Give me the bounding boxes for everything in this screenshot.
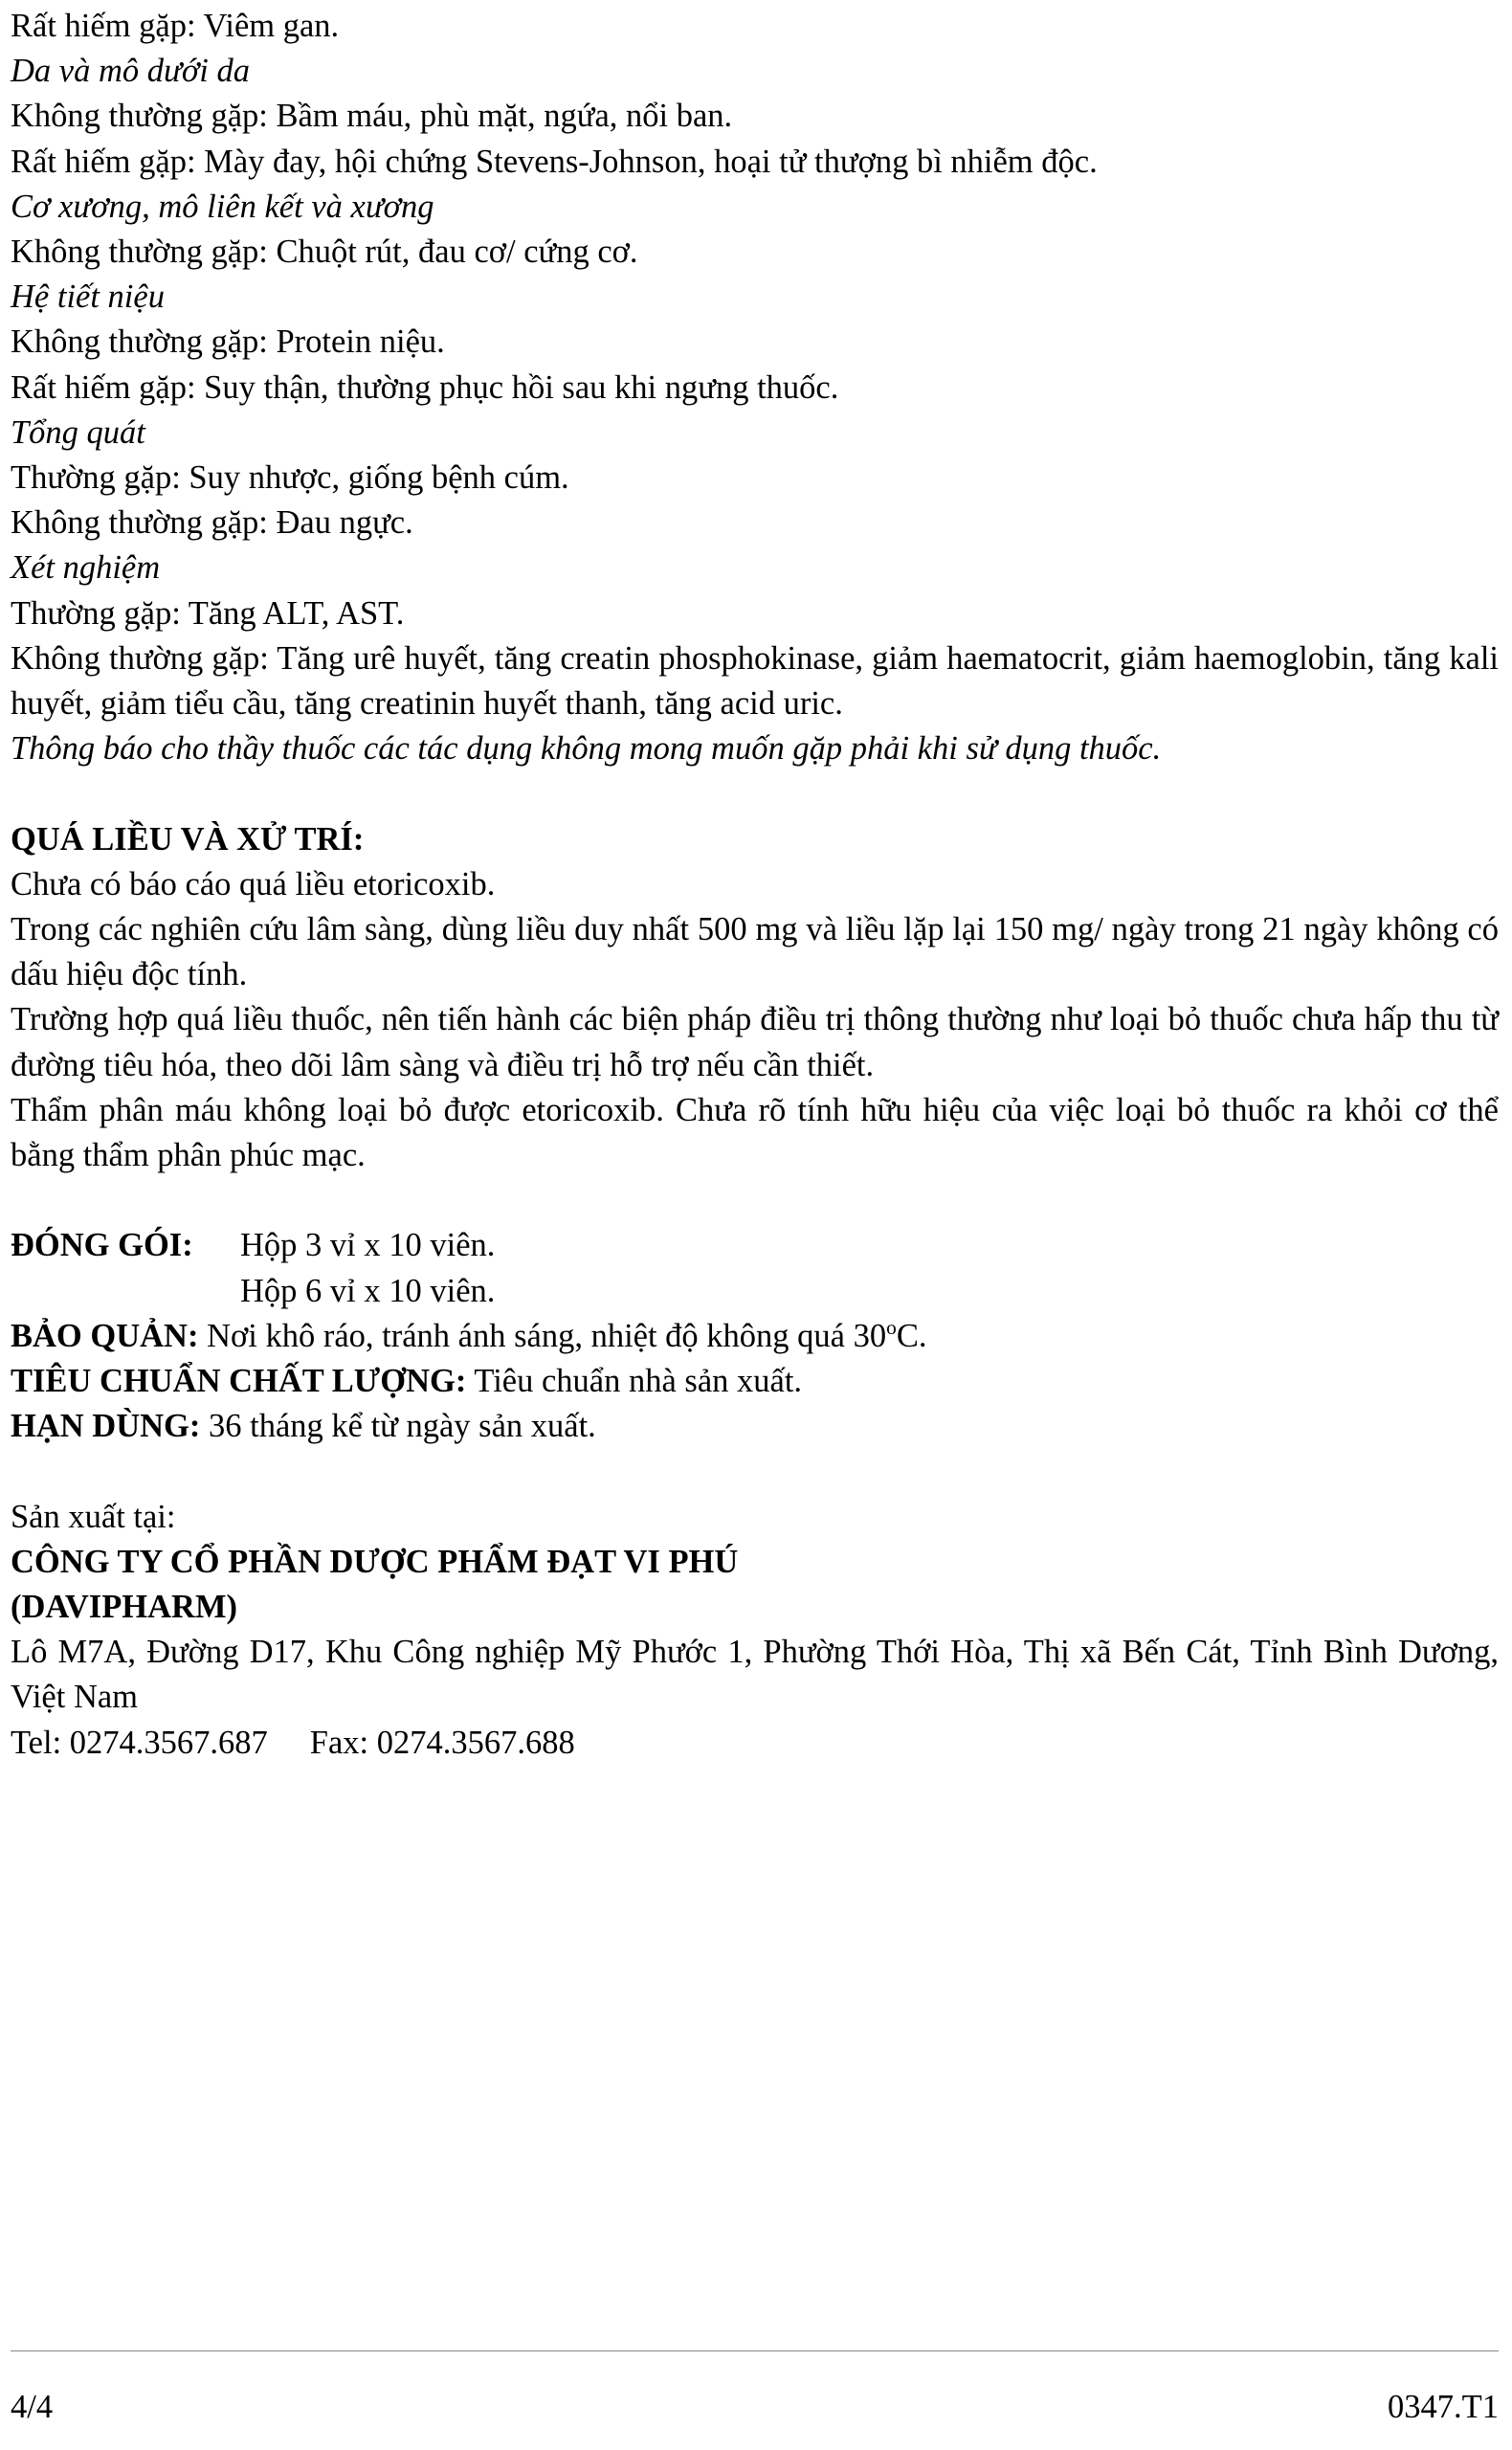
overdose-paragraph-4: Thẩm phân máu không loại bỏ được etoricoxib. Chưa rõ tính hữu hiệu của việc loại bỏ thuốc ra khỏi cơ thể bằng thẩm phân phúc mạc. <box>11 1091 1499 1174</box>
company-name: CÔNG TY CỔ PHẦN DƯỢC PHẨM ĐẠT VI PHÚ <box>11 1543 739 1580</box>
company-tel: Tel: 0274.3567.687 <box>11 1724 268 1761</box>
manufacturer-intro: Sản xuất tại: <box>11 1498 176 1535</box>
general-common-effects: Thường gặp: Suy nhược, giống bệnh cúm. <box>11 459 569 497</box>
product-info-section <box>11 1223 1499 1449</box>
urinary-uncommon-effects: Không thường gặp: Protein niệu. <box>11 323 445 361</box>
quality-standard-line <box>11 1359 1499 1404</box>
packaging-option-2: Hộp 6 vỉ x 10 viên. <box>240 1272 496 1309</box>
storage-label: BẢO QUẢN: <box>11 1317 199 1354</box>
lab-common-effects: Thường gặp: Tăng ALT, AST. <box>11 594 405 632</box>
page-number: 4/4 <box>11 2389 54 2425</box>
lab-section-heading: Xét nghiệm <box>11 549 161 587</box>
overdose-paragraph-1: Chưa có báo cáo quá liều etoricoxib. <box>11 865 496 902</box>
spacer <box>11 1449 1499 1494</box>
document-page <box>11 4 1499 1766</box>
packaging-option-1: Hộp 3 vỉ x 10 viên. <box>240 1227 496 1264</box>
skin-rare-effects: Rất hiếm gặp: Mày đay, hội chứng Stevens-Johnson, hoại tử thượng bì nhiễm độc. <box>11 143 1098 180</box>
general-uncommon-effects: Không thường gặp: Đau ngực. <box>11 504 413 542</box>
overdose-paragraph-2: Trong các nghiên cứu lâm sàng, dùng liều duy nhất 500 mg và liều lặp lại 150 mg/ ngày trong 21 ngày không có dấu hiệu độc tính. <box>11 911 1499 993</box>
urinary-rare-effects: Rất hiếm gặp: Suy thận, thường phục hồi sau khi ngưng thuốc. <box>11 368 839 406</box>
degree-superscript: o <box>886 1316 897 1340</box>
packaging-row <box>11 1223 1499 1268</box>
company-short-name: (DAVIPHARM) <box>11 1589 238 1626</box>
skin-uncommon-effects: Không thường gặp: Bầm máu, phù mặt, ngứa, nổi ban. <box>11 98 733 135</box>
musculoskeletal-uncommon-effects: Không thường gặp: Chuột rút, đau cơ/ cứng cơ. <box>11 234 638 271</box>
liver-rare-effects: Rất hiếm gặp: Viêm gan. <box>11 8 340 44</box>
musculoskeletal-section-heading: Cơ xương, mô liên kết và xương <box>11 188 434 225</box>
skin-section-heading: Da và mô dưới da <box>11 53 250 90</box>
company-address: Lô M7A, Đường D17, Khu Công nghiệp Mỹ Phước 1, Phường Thới Hòa, Thị xã Bến Cát, Tỉnh Bình Dương, Việt Nam <box>11 1634 1499 1716</box>
contact-line <box>11 1721 1499 1766</box>
storage-line <box>11 1314 1499 1359</box>
shelf-life-label: HẠN DÙNG: <box>11 1408 201 1445</box>
urinary-section-heading: Hệ tiết niệu <box>11 278 165 316</box>
shelf-life-line <box>11 1404 1499 1449</box>
storage-unit: C. <box>896 1317 927 1354</box>
footer-divider <box>11 2350 1499 2351</box>
spacer <box>11 1178 1499 1223</box>
spacer <box>11 771 1499 816</box>
overdose-paragraph-3: Trường hợp quá liều thuốc, nên tiến hành các biện pháp điều trị thông thường như loại bỏ thuốc chưa hấp thu từ đường tiêu hóa, theo dõi lâm sàng và điều trị hỗ trợ nếu cần thiết. <box>11 1001 1499 1083</box>
packaging-label: ĐÓNG GÓI: <box>11 1227 193 1264</box>
adverse-effects-continued <box>11 4 1499 771</box>
company-fax: Fax: 0274.3567.688 <box>309 1724 575 1761</box>
general-section-heading: Tổng quát <box>11 413 145 451</box>
quality-standard-text: Tiêu chuẩn nhà sản xuất. <box>466 1363 803 1400</box>
manufacturer-section <box>11 1495 1499 1766</box>
overdose-heading: QUÁ LIỀU VÀ XỬ TRÍ: <box>11 820 365 858</box>
quality-standard-label: TIÊU CHUẨN CHẤT LƯỢNG: <box>11 1363 467 1400</box>
document-code: 0347.T1 <box>1388 2389 1499 2425</box>
lab-uncommon-effects: Không thường gặp: Tăng urê huyết, tăng creatin phosphokinase, giảm haematocrit, giảm haemoglobin, tăng kali huyết, giảm tiểu cầu, tăng creatinin huyết thanh, tăng acid uric. <box>11 639 1499 723</box>
overdose-section <box>11 817 1499 1179</box>
shelf-life-text: 36 tháng kể từ ngày sản xuất. <box>200 1408 596 1445</box>
adverse-effects-notice: Thông báo cho thầy thuốc các tác dụng không mong muốn gặp phải khi sử dụng thuốc. <box>11 730 1162 768</box>
storage-text: Nơi khô ráo, tránh ánh sáng, nhiệt độ không quá 30 <box>198 1317 887 1354</box>
